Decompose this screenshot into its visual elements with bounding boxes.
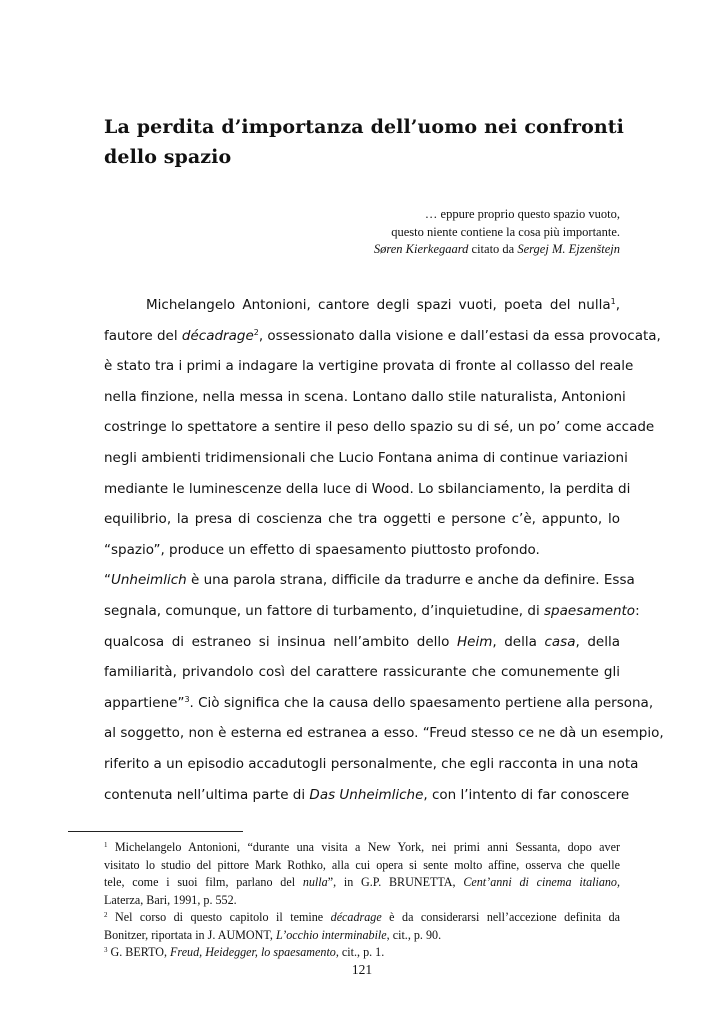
- epigraph-line: … eppure proprio questo spazio vuoto,: [424, 207, 620, 221]
- footnote-1-line: visitato lo studio del pittore Mark Rothko, alla cui opera si sente molto affine, osserva che quelle: [104, 857, 620, 872]
- footnote-ref: 1: [610, 297, 616, 306]
- epigraph-line: questo niente contiene la cosa più importante.: [391, 224, 620, 239]
- body-line: riferito a un episodio accadutogli personalmente, che egli racconta in una nota: [104, 755, 639, 772]
- footnote-1-line: Laterza, Bari, 1991, p. 552.: [104, 892, 237, 907]
- body-line: equilibrio, la presa di coscienza che tra oggetti e persone c’è, appunto, lo: [104, 511, 620, 528]
- epigraph-attribution: [220, 241, 620, 259]
- body-line: segnala, comunque, un fattore di turbamento, d’inquietudine, di spaesamento:: [104, 602, 640, 619]
- footnote-2: $^2$ Nel corso di questo capitolo il temine décadrage è da considerarsi nell’accezione definita da: [104, 910, 621, 924]
- body-line: Michelangelo Antonioni, cantore degli spazi vuoti, poeta del nulla$^1$,: [146, 297, 620, 313]
- body-line: nella finzione, nella messa in scena. Lontano dallo stile naturalista, Antonioni: [104, 388, 626, 405]
- chapter-title: La perdita d’importanza dell’uomo nei confronti dello spazio: [104, 116, 624, 168]
- body-line: al soggetto, non è esterna ed estranea a esso. “Freud stesso ce ne dà un esempio,: [104, 725, 664, 742]
- body-line: “spazio”, produce un effetto di spaesamento piuttosto profondo.: [104, 541, 540, 558]
- footnotes: [104, 839, 620, 962]
- epigraph-author: Søren Kierkegaard: [373, 242, 469, 256]
- body-line: è stato tra i primi a indagare la vertigine provata di fronte al collasso del reale: [104, 358, 634, 375]
- body-line: familiarità, privandolo così del carattere rassicurante che comunemente gli: [104, 664, 620, 681]
- page-number: 121: [351, 962, 373, 977]
- body-line: “Unheimlich è una parola strana, difficile da tradurre e anche da definire. Essa: [104, 572, 635, 589]
- footnote-separator: [68, 831, 243, 832]
- body-line: costringe lo spettatore a sentire il peso dello spazio su di sé, un po’ come accade: [104, 419, 655, 436]
- body-line: mediante le luminescenze della luce di Wood. Lo sbilanciamento, la perdita di: [104, 480, 631, 497]
- body-line: fautore del décadrage$^2$, ossessionato dalla visione e dall’estasi da essa provocata,: [104, 327, 661, 344]
- body-line: qualcosa di estraneo si insinua nell’ambito dello Heim, della casa, della: [104, 633, 621, 650]
- body-text: [104, 290, 664, 810]
- body-line: negli ambienti tridimensionali che Lucio Fontana anima di continue variazioni: [104, 449, 628, 466]
- footnote-3: $^3$ G. BERTO, Freud, Heidegger, lo spaesamento, cit., p. 1.: [104, 945, 385, 959]
- footnote-ref: 2: [253, 327, 259, 337]
- epigraph-source: Sergej M. Ejzenštejn: [517, 242, 620, 256]
- epigraph-cited-by: citato da: [471, 242, 515, 256]
- body-line: contenuta nell’ultima parte di Das Unheimliche, con l’intento di far conoscere: [104, 786, 630, 803]
- body-line: appartiene”$^3$. Ciò significa che la causa dello spaesamento pertiene alla persona,: [104, 694, 654, 711]
- footnote-1: $^1$ Michelangelo Antonioni, “durante una visita a New York, nei primi anni Sessanta, dopo aver: [104, 840, 620, 854]
- footnote-2-line: Bonitzer, riportata in J. AUMONT, L’occhio interminabile, cit., p. 90.: [104, 927, 442, 942]
- footnote-1-line: tele, come i suoi film, parlano del nulla”, in G.P. BRUNETTA, Cent’anni di cinema italiano,: [104, 875, 621, 889]
- epigraph: [220, 206, 620, 259]
- footnote-ref: 3: [184, 694, 190, 704]
